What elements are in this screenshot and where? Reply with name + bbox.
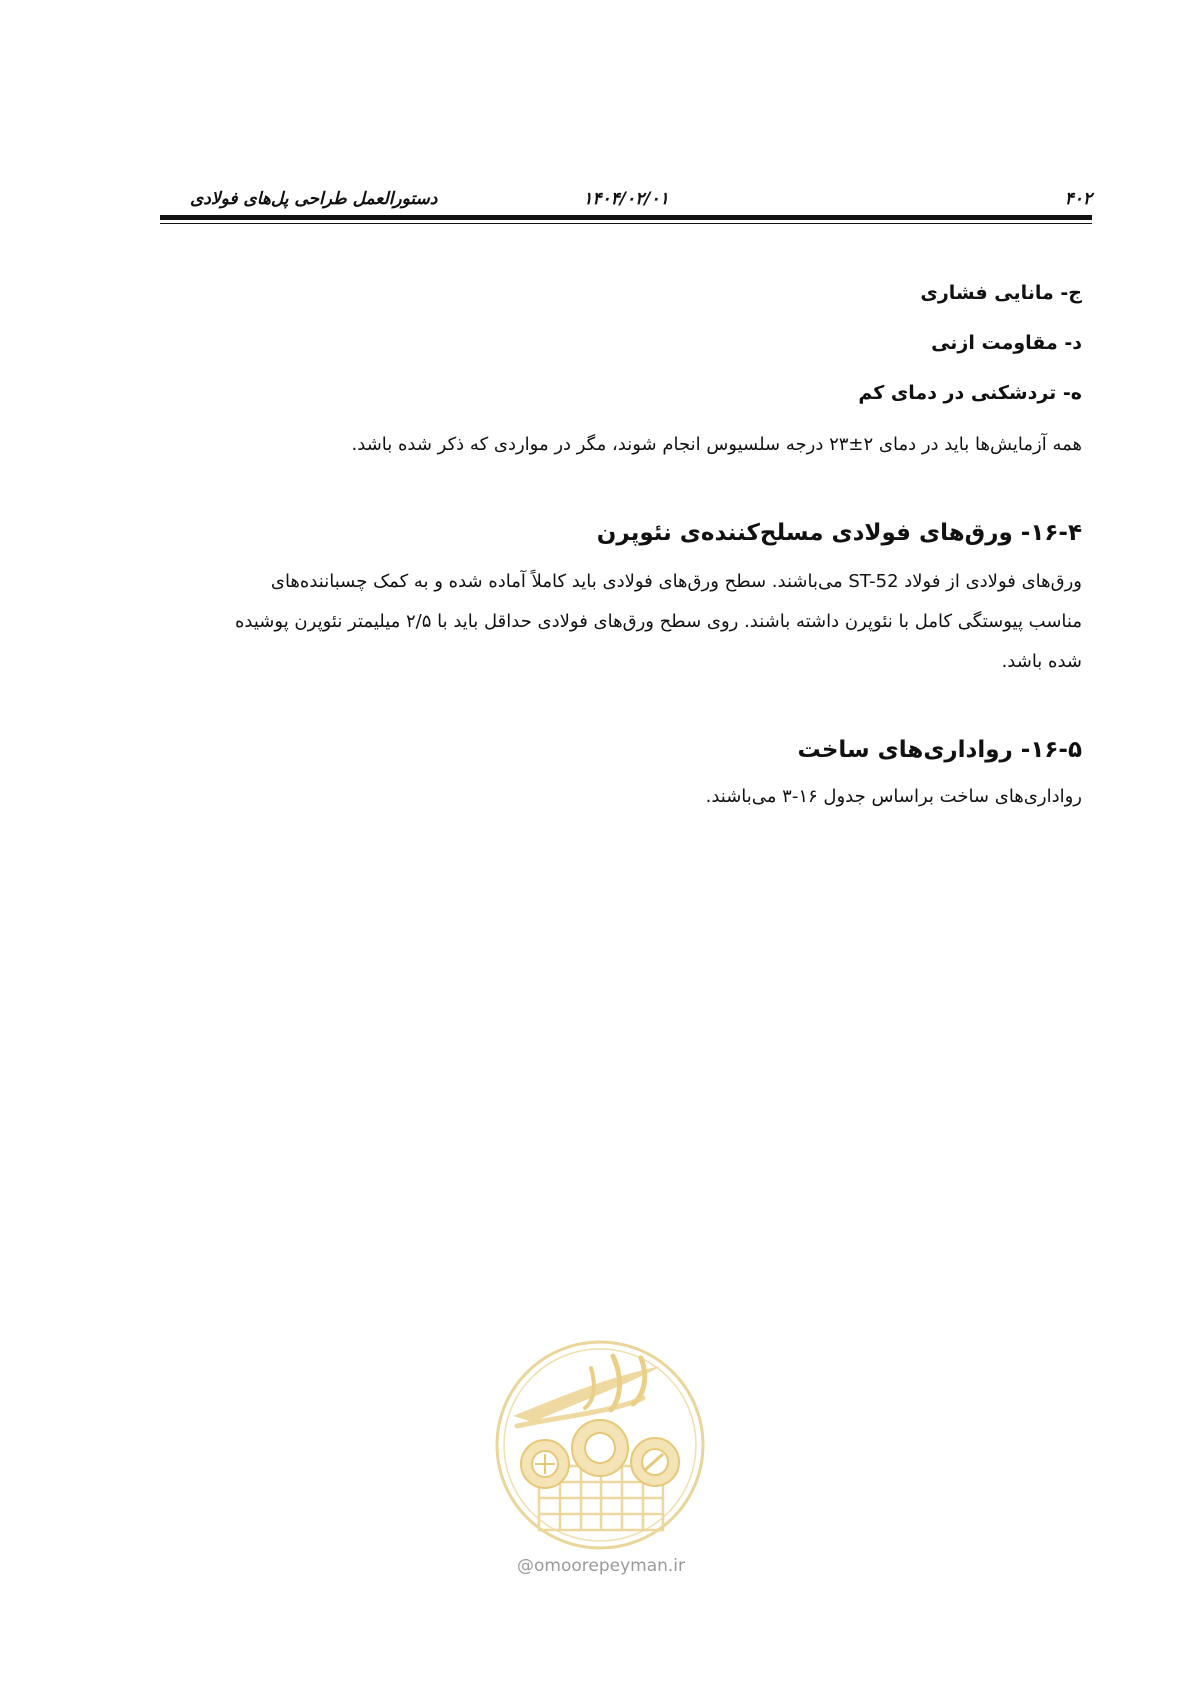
list-item: ه- تردشکنی در دمای کم — [858, 382, 1082, 404]
watermark-url: @omoorepeyman.ir — [516, 1556, 686, 1576]
page-header — [160, 185, 1092, 215]
header-rule-thin — [160, 223, 1092, 224]
steel-plates-paragraph — [146, 562, 1082, 682]
tolerances-paragraph: رواداری‌های ساخت براساس جدول ۱۶-۳ می‌باشند. — [705, 786, 1082, 807]
list-item: ج- مانایی فشاری — [920, 282, 1082, 304]
section-heading-tolerances: ۱۶-۵- رواداری‌های ساخت — [797, 737, 1082, 763]
list-item: د- مقاومت ازنی — [931, 332, 1082, 354]
tests-paragraph: همه آزمایش‌ها باید در دمای ۲±۲۳ درجه سلسیوس انجام شوند، مگر در مواردی که ذکر شده باشد. — [351, 434, 1082, 455]
watermark-seal-icon — [493, 1338, 708, 1553]
document-body — [146, 280, 1082, 813]
header-date: ۱۴۰۴/۰۲/۰۱ — [583, 189, 669, 209]
page-number: ۴۰۲ — [1064, 189, 1092, 209]
paragraph-line: شده باشد. — [1001, 651, 1082, 672]
header-rule-thick — [160, 215, 1092, 220]
paragraph-line: مناسب پیوستگی کامل با نئوپرن داشته باشند. روی سطح ورق‌های فولادی حداقل باید با ۲/۵ میلیمتر نئوپرن پوشیده — [235, 611, 1082, 632]
running-title: دستورالعمل طراحی پل‌های فولادی — [190, 189, 438, 209]
paragraph-line: ورق‌های فولادی از فولاد ST-52 می‌باشند. سطح ورق‌های فولادی باید کاملاً آماده شده و به کمک چسباننده‌های — [270, 571, 1082, 592]
section-heading-steel-plates: ۱۶-۴- ورق‌های فولادی مسلح‌کننده‌ی نئوپرن — [596, 520, 1082, 546]
